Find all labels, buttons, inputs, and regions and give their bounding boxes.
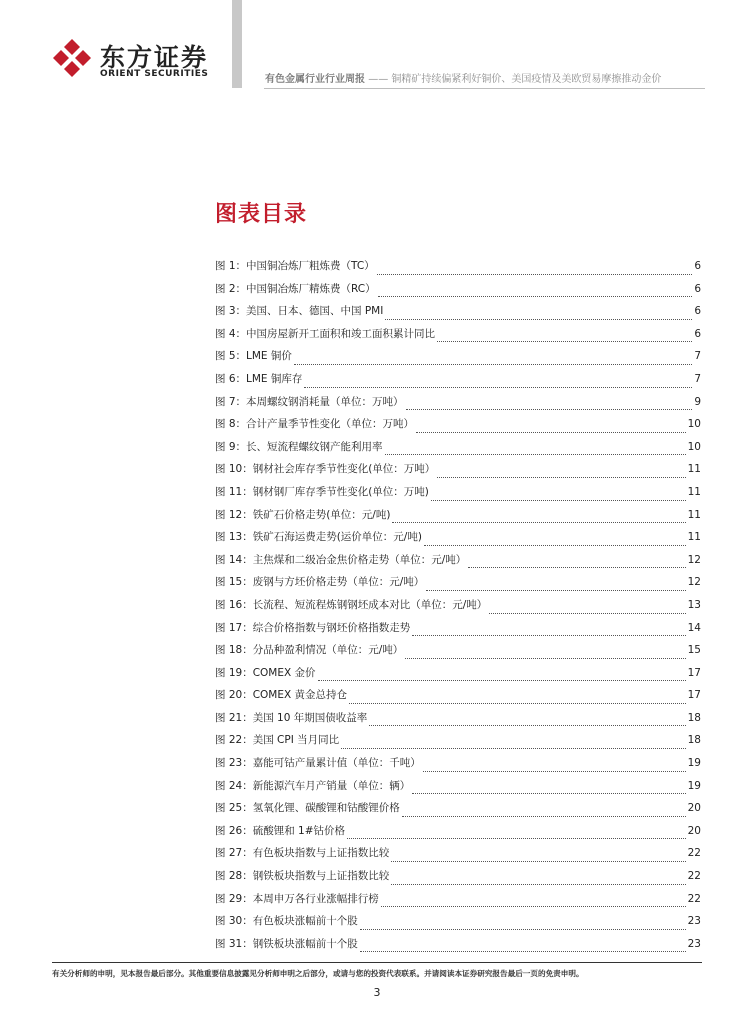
page-number: 3 xyxy=(373,986,381,999)
toc-leader-dots xyxy=(431,499,686,501)
toc-entry-label: 图 12：铁矿石价格走势(单位：元/吨) xyxy=(215,508,391,521)
toc-entry-page: 7 xyxy=(694,372,701,385)
toc-leader-dots xyxy=(377,273,693,275)
toc-entry-label: 图 27：有色板块指数与上证指数比较 xyxy=(215,847,390,860)
toc-entry-page: 19 xyxy=(687,779,701,792)
toc-entry[interactable] xyxy=(215,303,701,326)
toc-entry-page: 18 xyxy=(687,711,701,724)
toc-entry-page: 12 xyxy=(687,576,701,589)
toc-entry[interactable] xyxy=(215,710,701,733)
toc-leader-dots xyxy=(385,318,692,320)
toc-entry[interactable] xyxy=(215,258,701,281)
toc-entry-page: 11 xyxy=(687,485,701,498)
toc-entry-page: 20 xyxy=(687,824,701,837)
toc-entry-page: 18 xyxy=(687,734,701,747)
toc-leader-dots xyxy=(385,453,686,455)
toc-entry-page: 6 xyxy=(694,327,701,340)
toc-entry[interactable] xyxy=(215,687,701,710)
toc-entry-label: 图 5：LME 铜价 xyxy=(215,350,292,363)
logo-english-name: ORIENT SECURITIES xyxy=(100,69,209,79)
toc-leader-dots xyxy=(392,521,685,523)
toc-entry[interactable] xyxy=(215,597,701,620)
toc-entry-label: 图 19：COMEX 金价 xyxy=(215,666,316,679)
toc-entry-label: 图 23：嘉能可钴产量累计值（单位：千吨） xyxy=(215,757,421,770)
toc-leader-dots xyxy=(426,589,685,591)
toc-entry[interactable] xyxy=(215,755,701,778)
toc-leader-dots xyxy=(360,950,686,952)
toc-entry-label: 图 10：钢材社会库存季节性变化(单位：万吨） xyxy=(215,463,436,476)
toc-title: 图表目录 xyxy=(215,202,308,227)
toc-leader-dots xyxy=(437,340,692,342)
header-separator: —— xyxy=(368,74,389,85)
toc-entry[interactable] xyxy=(215,936,701,959)
toc-entry[interactable] xyxy=(215,394,701,417)
toc-leader-dots xyxy=(378,295,693,297)
toc-entry-page: 23 xyxy=(687,937,701,950)
toc-entry[interactable] xyxy=(215,348,701,371)
toc-entry-label: 图 4：中国房屋新开工面积和竣工面积累计同比 xyxy=(215,327,436,340)
toc-leader-dots xyxy=(402,815,686,817)
toc-entry-page: 23 xyxy=(687,915,701,928)
toc-entry-page: 11 xyxy=(687,463,701,476)
toc-entry-label: 图 24：新能源汽车月产销量（单位：辆） xyxy=(215,779,411,792)
toc-entry-label: 图 7：本周螺纹钢消耗量（单位：万吨） xyxy=(215,395,404,408)
toc-entry-label: 图 3：美国、日本、德国、中国 PMI xyxy=(215,305,384,318)
toc-entry-label: 图 22：美国 CPI 当月同比 xyxy=(215,734,340,747)
toc-entry[interactable] xyxy=(215,642,701,665)
toc-entry-page: 6 xyxy=(694,282,701,295)
toc-entry-page: 19 xyxy=(687,757,701,770)
toc-leader-dots xyxy=(437,476,685,478)
toc-entry-page: 22 xyxy=(687,892,701,905)
toc-entry-page: 14 xyxy=(687,621,701,634)
toc-entry-label: 图 11：钢材钢厂库存季节性变化(单位：万吨) xyxy=(215,485,429,498)
toc-leader-dots xyxy=(412,792,685,794)
toc-leader-dots xyxy=(294,363,692,365)
toc-leader-dots xyxy=(416,431,686,433)
toc-leader-dots xyxy=(468,566,685,568)
toc-entry-page: 12 xyxy=(687,553,701,566)
toc-entry-label: 图 21：美国 10 年期国债收益率 xyxy=(215,711,368,724)
toc-leader-dots xyxy=(423,770,686,772)
toc-entry[interactable] xyxy=(215,461,701,484)
toc-list xyxy=(215,258,701,958)
toc-entry-page: 9 xyxy=(694,395,701,408)
toc-entry-label: 图 26：硫酸锂和 1#钴价格 xyxy=(215,824,346,837)
toc-entry-label: 图 15：废钢与方坯价格走势（单位：元/吨） xyxy=(215,576,425,589)
toc-entry[interactable] xyxy=(215,507,701,530)
toc-entry-page: 22 xyxy=(687,847,701,860)
toc-entry[interactable] xyxy=(215,823,701,846)
header-divider xyxy=(264,88,705,89)
toc-leader-dots xyxy=(369,724,685,726)
toc-entry-page: 6 xyxy=(694,260,701,272)
toc-entry-label: 图 9：长、短流程螺纹钢产能利用率 xyxy=(215,440,383,453)
toc-leader-dots xyxy=(347,837,686,839)
toc-leader-dots xyxy=(405,657,685,659)
toc-entry[interactable] xyxy=(215,665,701,688)
toc-entry[interactable] xyxy=(215,439,701,462)
header-accent-bar xyxy=(232,0,242,88)
toc-entry[interactable] xyxy=(215,552,701,575)
toc-entry-page: 22 xyxy=(687,870,701,883)
toc-entry-page: 20 xyxy=(687,802,701,815)
toc-leader-dots xyxy=(489,612,685,614)
toc-entry[interactable] xyxy=(215,484,701,507)
toc-entry-label: 图 13：铁矿石海运费走势(运价单位：元/吨) xyxy=(215,531,422,544)
toc-entry[interactable] xyxy=(215,845,701,868)
toc-leader-dots xyxy=(381,905,686,907)
toc-leader-dots xyxy=(391,860,685,862)
toc-leader-dots xyxy=(318,679,686,681)
toc-leader-dots xyxy=(406,408,693,410)
toc-entry-page: 17 xyxy=(687,689,701,702)
footer-disclaimer: 有关分析师的申明，见本报告最后部分。其他重要信息披露见分析师申明之后部分，或请与您的投资代表联系。并请阅读本证券研究报告最后一页的免责申明。 xyxy=(52,969,584,978)
toc-entry-page: 10 xyxy=(687,418,701,431)
toc-leader-dots xyxy=(391,883,685,885)
toc-entry[interactable] xyxy=(215,620,701,643)
orient-securities-logo-icon xyxy=(52,38,92,78)
toc-entry-label: 图 14：主焦煤和二级冶金焦价格走势（单位：元/吨） xyxy=(215,553,467,566)
toc-entry-page: 11 xyxy=(687,508,701,521)
company-logo xyxy=(52,36,212,86)
toc-entry-label: 图 25：氢氧化锂、碳酸锂和钴酸锂价格 xyxy=(215,802,400,815)
toc-leader-dots xyxy=(341,747,685,749)
report-subtitle: 铜精矿持续偏紧利好铜价、美国疫情及美欧贸易摩擦推动金价 xyxy=(391,74,662,85)
toc-leader-dots xyxy=(360,928,686,930)
toc-entry-page: 11 xyxy=(687,531,701,544)
toc-entry-page: 13 xyxy=(687,598,701,611)
toc-entry-label: 图 20：COMEX 黄金总持仓 xyxy=(215,689,348,702)
toc-entry-page: 7 xyxy=(694,350,701,363)
toc-leader-dots xyxy=(304,386,692,388)
toc-leader-dots xyxy=(412,634,685,636)
toc-entry[interactable] xyxy=(215,281,701,304)
toc-entry-page: 17 xyxy=(687,666,701,679)
report-header xyxy=(265,70,705,85)
toc-entry-label: 图 30：有色板块涨幅前十个股 xyxy=(215,915,358,928)
toc-leader-dots xyxy=(349,702,686,704)
toc-leader-dots xyxy=(424,544,686,546)
toc-entry[interactable] xyxy=(215,574,701,597)
toc-entry-page: 10 xyxy=(687,440,701,453)
toc-entry-label: 图 16：长流程、短流程炼钢钢坯成本对比（单位：元/吨） xyxy=(215,598,488,611)
toc-entry-label: 图 8：合计产量季节性变化（单位：万吨） xyxy=(215,418,415,431)
toc-entry[interactable] xyxy=(215,891,701,914)
toc-entry-label: 图 31：钢铁板块涨幅前十个股 xyxy=(215,937,358,950)
toc-entry[interactable] xyxy=(215,800,701,823)
toc-entry-page: 15 xyxy=(687,644,701,657)
toc-entry-label: 图 1：中国铜冶炼厂粗炼费（TC） xyxy=(215,260,375,272)
report-type: 有色金属行业行业周报 xyxy=(265,74,365,85)
toc-entry[interactable] xyxy=(215,326,701,349)
toc-entry-label: 图 17：综合价格指数与钢坯价格指数走势 xyxy=(215,621,411,634)
toc-entry[interactable] xyxy=(215,529,701,552)
logo-chinese-name: 东方证券 xyxy=(100,43,209,72)
toc-entry[interactable] xyxy=(215,778,701,801)
toc-entry-page: 6 xyxy=(694,305,701,318)
toc-entry-label: 图 28：钢铁板块指数与上证指数比较 xyxy=(215,870,390,883)
toc-entry-label: 图 18：分品种盈利情况（单位：元/吨） xyxy=(215,644,404,657)
toc-entry[interactable] xyxy=(215,416,701,439)
footer-divider xyxy=(52,962,702,963)
toc-entry[interactable] xyxy=(215,732,701,755)
toc-entry-label: 图 2：中国铜冶炼厂精炼费（RC） xyxy=(215,282,376,295)
toc-entry-label: 图 6：LME 铜库存 xyxy=(215,372,303,385)
toc-entry[interactable] xyxy=(215,868,701,891)
toc-entry[interactable] xyxy=(215,913,701,936)
toc-entry-label: 图 29：本周申万各行业涨幅排行榜 xyxy=(215,892,379,905)
toc-entry[interactable] xyxy=(215,371,701,394)
